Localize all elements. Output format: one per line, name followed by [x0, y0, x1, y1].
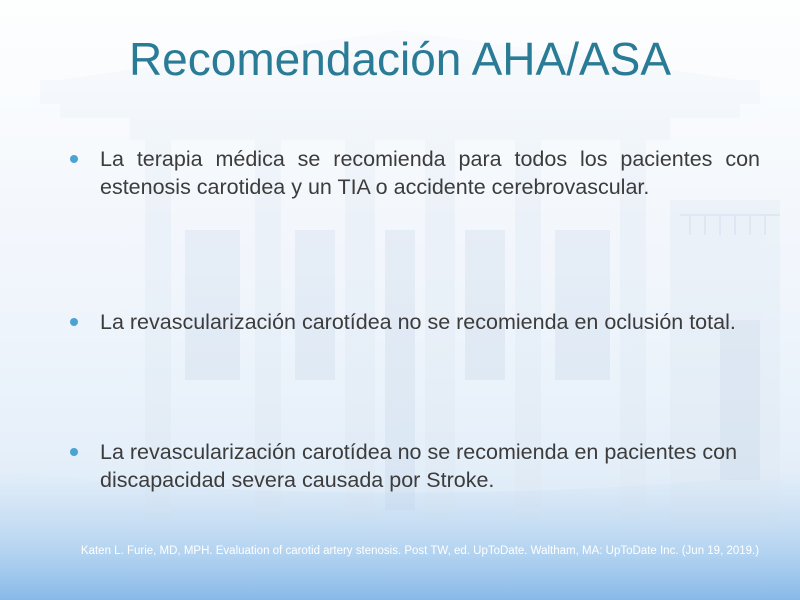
- slide-title: Recomendación AHA/ASA: [128, 33, 672, 85]
- bullet-dot-icon: [70, 155, 78, 163]
- citation-footnote: Katen L. Furie, MD, MPH. Evaluation of carotid artery stenosis. Post TW, ed. UpToDate. Waltham, MA: UpToDate Inc. (Jun 19, 2019.): [80, 545, 760, 557]
- bullet-text: La terapia médica se recomienda para todos los pacientes con estenosis carotidea y un TIA o accidente cerebrovascular.: [100, 147, 760, 199]
- bullet-text: La revascularización carotídea no se recomienda en pacientes con discapacidad severa causada por Stroke.: [100, 440, 738, 492]
- bullet-item: [70, 438, 760, 494]
- bullet-item: [70, 308, 760, 336]
- bullet-dot-icon: [70, 318, 78, 326]
- bullet-dot-icon: [70, 448, 78, 456]
- bullet-item: [70, 145, 760, 201]
- bullet-text: La revascularización carotídea no se recomienda en oclusión total.: [100, 310, 736, 334]
